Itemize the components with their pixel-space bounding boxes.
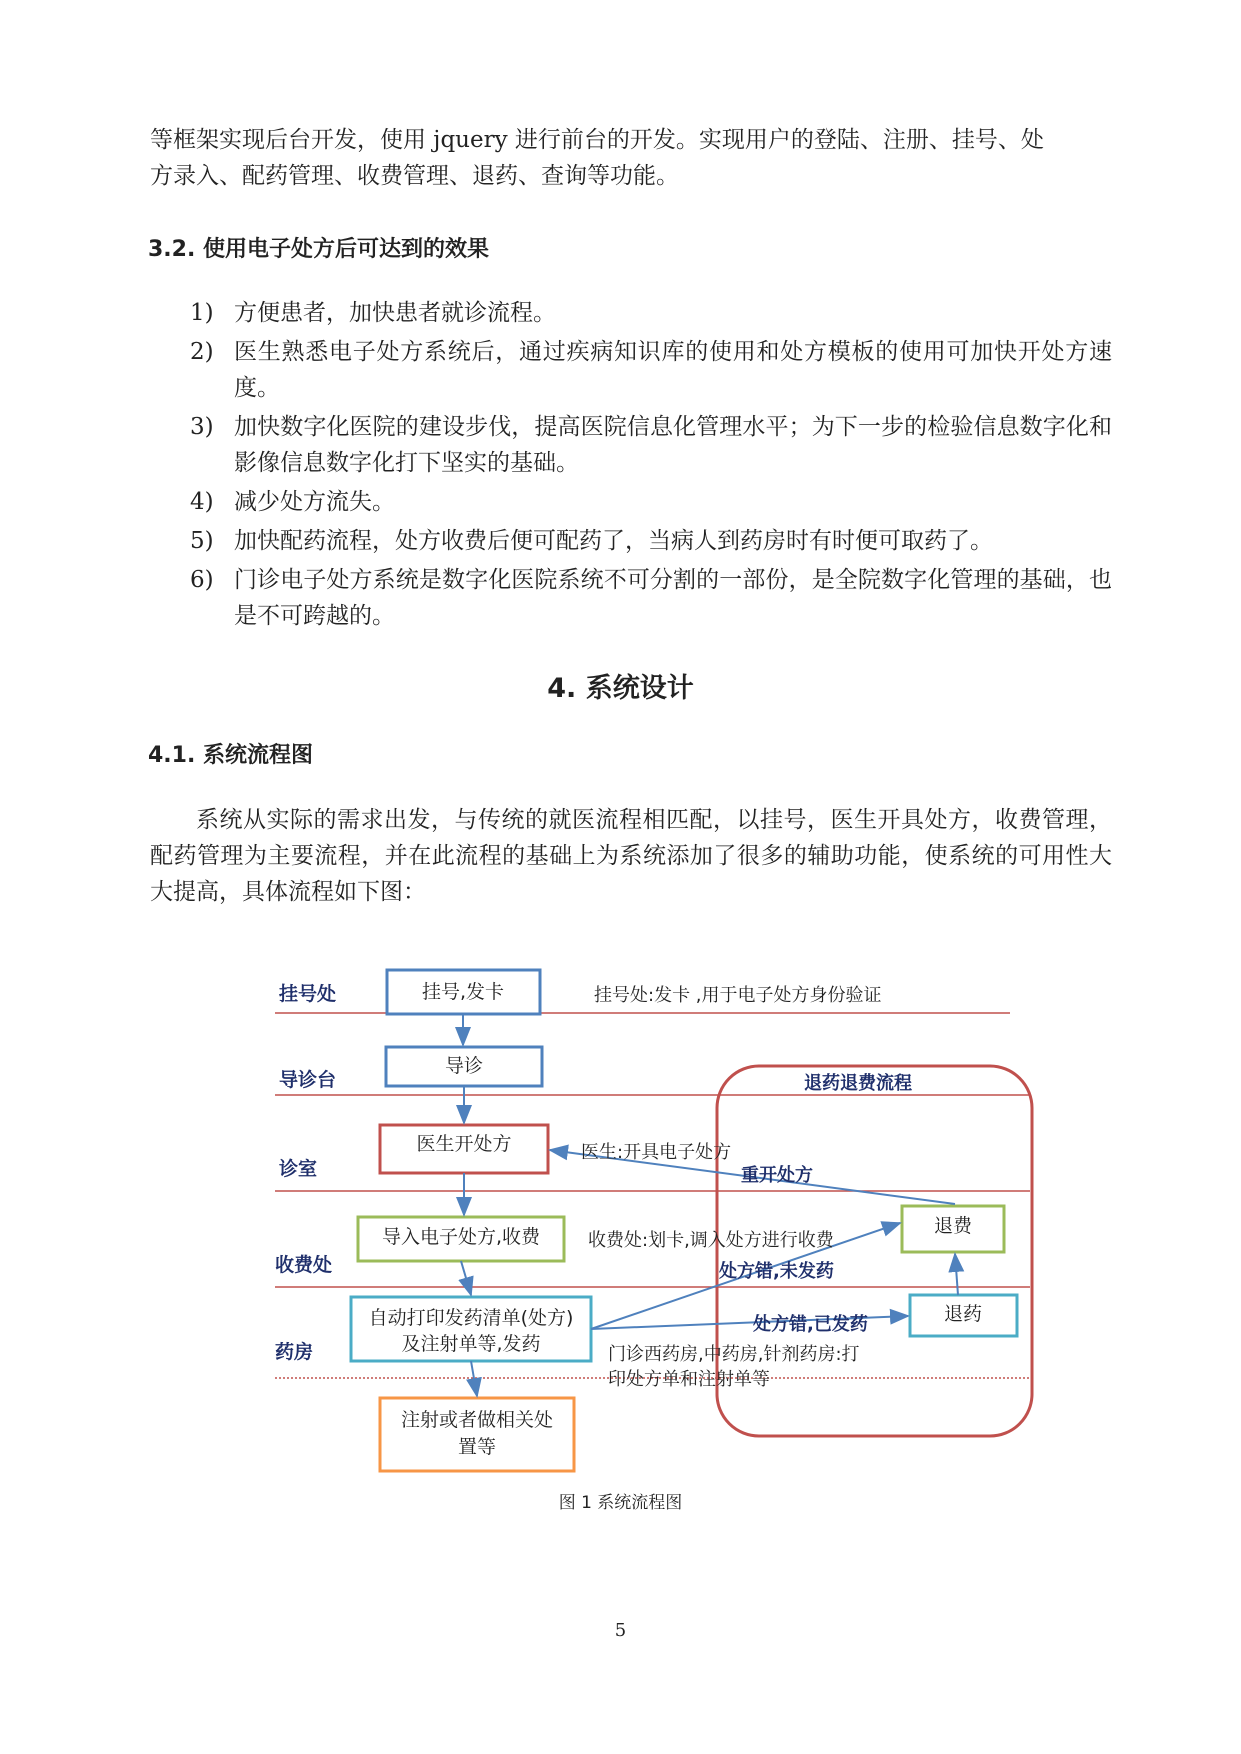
wrong-issued-label: 处方错,已发药 [753, 1314, 868, 1335]
flow-arrow [461, 1261, 471, 1295]
list-item-number: 4) [190, 489, 214, 515]
list-item-text: 加快配药流程，处方收费后便可配药了，当病人到药房时有时便可取药了。 [234, 528, 993, 554]
register-note: 挂号处:发卡 ,用于电子处方身份验证 [594, 985, 882, 1006]
doctor-note: 医生:开具电子处方 [581, 1142, 732, 1163]
chapter-4-title: 4. 系统设计 [547, 673, 694, 704]
list-item-text: 加快数字化医院的建设步伐，提高医院信息化管理水平；为下一步的检验信息数字化和影像信息数字化打下坚实的基础。 [234, 414, 1112, 476]
pharmacy-note-line2: 印处方单和注射单等 [608, 1369, 770, 1390]
refund-drug-box-label: 退药 [943, 1303, 983, 1325]
charge-box-label: 导入电子处方,收费 [381, 1226, 541, 1248]
section-3-2-title: 3.2. 使用电子处方后可达到的效果 [148, 237, 489, 262]
lane-label-guide: 导诊台 [279, 1069, 337, 1091]
intro-line-1: 等框架实现后台开发，使用 jquery 进行前台的开发。实现用户的登陆、注册、挂号、处 [150, 127, 1044, 153]
register-box-label: 挂号,发卡 [421, 981, 505, 1003]
guide-box-label: 导诊 [444, 1055, 484, 1077]
print-issue-box-line2: 及注射单等,发药 [401, 1333, 541, 1355]
list-item-number: 3) [190, 414, 214, 440]
section-4-1-title: 4.1. 系统流程图 [148, 743, 313, 768]
list-item-text: 减少处方流失。 [234, 489, 395, 515]
intro-line-2: 方录入、配药管理、收费管理、退药、查询等功能。 [150, 163, 679, 189]
print-issue-box-line1: 自动打印发药清单(处方) [368, 1307, 574, 1329]
lane-label-register: 挂号处 [279, 983, 337, 1005]
lane-label-pharmacy: 药房 [275, 1341, 314, 1363]
list-item-text: 门诊电子处方系统是数字化医院系统不可分割的一部份，是全院数字化管理的基础，也是不可跨越的。 [234, 567, 1112, 629]
represcribe-label: 重开处方 [741, 1165, 813, 1186]
lane-label-cashier: 收费处 [275, 1254, 333, 1276]
wrong-not-issued-label: 处方错,未发药 [719, 1261, 834, 1282]
injection-box-line1: 注射或者做相关处 [400, 1409, 554, 1431]
charge-note: 收费处:划卡,调入处方进行收费 [588, 1230, 834, 1251]
doctor-box-label: 医生开处方 [416, 1133, 512, 1155]
list-item-number: 2) [190, 339, 214, 365]
figure-caption: 图 1 系统流程图 [558, 1493, 683, 1513]
refund-group-title: 退药退费流程 [804, 1073, 912, 1094]
page-number: 5 [614, 1620, 627, 1641]
arrow-drug-to-fee [955, 1254, 958, 1295]
injection-box-line2: 置等 [457, 1436, 497, 1458]
list-item-number: 6) [190, 567, 214, 593]
refund-fee-box-label: 退费 [933, 1215, 973, 1237]
list-item-text: 医生熟悉电子处方系统后，通过疾病知识库的使用和处方模板的使用可加快开处方速度。 [234, 339, 1112, 401]
pharmacy-note-line1: 门诊西药房,中药房,针剂药房:打 [608, 1344, 860, 1365]
list-item-text: 方便患者，加快患者就诊流程。 [234, 300, 556, 326]
lane-label-clinic: 诊室 [279, 1158, 318, 1180]
section-4-1-paragraph: 系统从实际的需求出发，与传统的就医流程相匹配，以挂号，医生开具处方，收费管理，配药管理为主要流程，并在此流程的基础上为系统添加了很多的辅助功能，使系统的可用性大大提高，具体流程如下图： [150, 807, 1112, 905]
list-item-number: 5) [190, 528, 214, 554]
list-item-number: 1) [190, 300, 214, 326]
